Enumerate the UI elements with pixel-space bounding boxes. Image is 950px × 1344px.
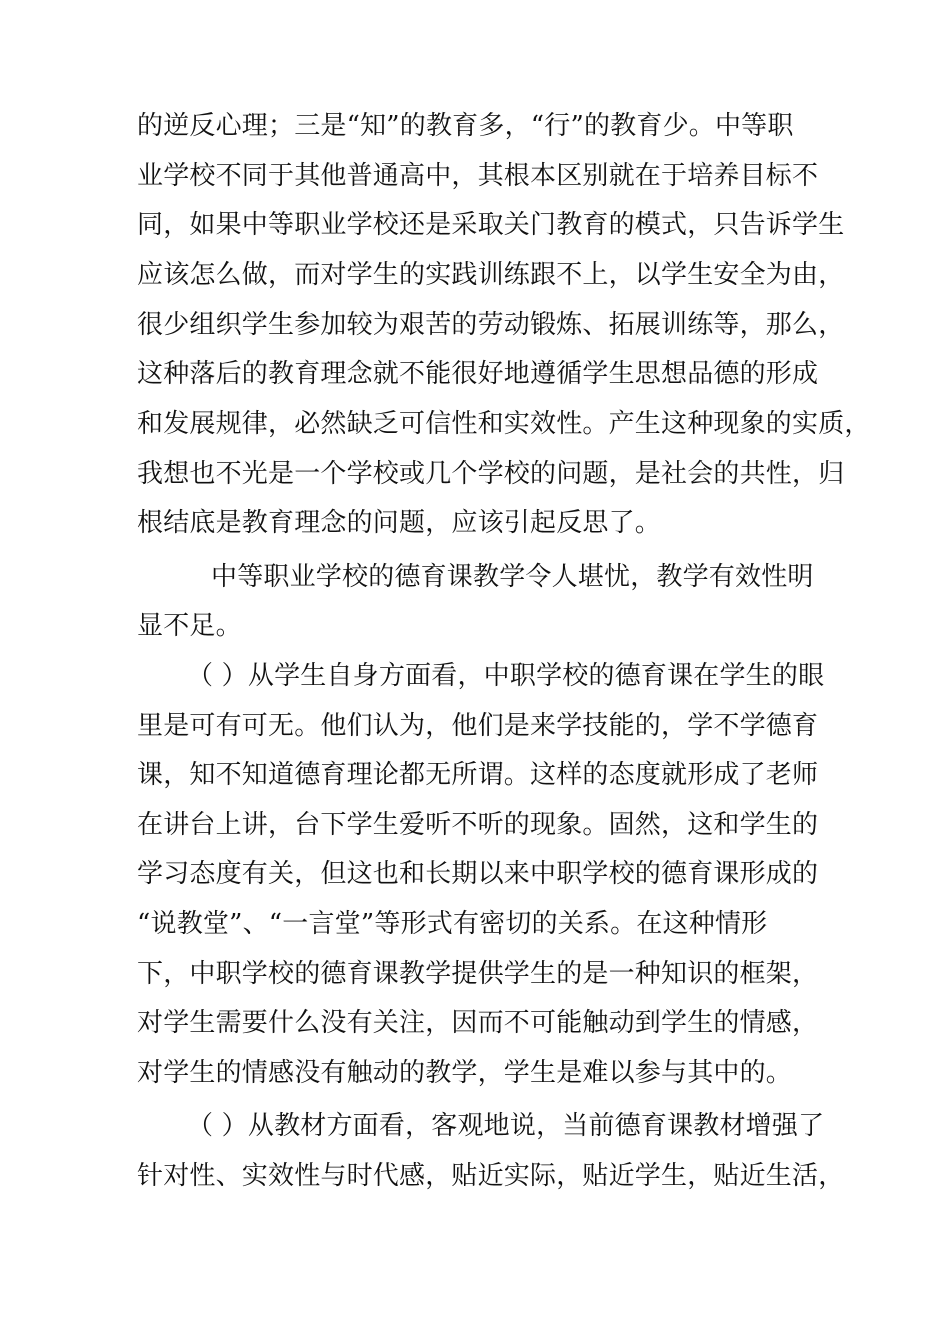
text-line: 我想也不光是一个学校或几个学校的问题，是社会的共性，归 — [137, 459, 845, 489]
text-line: 业学校不同于其他普通高中，其根本区别就在于培养目标不 — [137, 161, 819, 191]
text-line: （ ）从学生自身方面看，中职学校的德育课在学生的眼 — [187, 661, 825, 691]
text-line: 的逆反心理；三是“知”的教育多，“行”的教育少。中等职 — [137, 111, 794, 141]
paragraph-heading-line: 显不足。 — [137, 611, 242, 641]
text-line: 这种落后的教育理念就不能很好地遵循学生思想品德的形成 — [137, 359, 819, 389]
text-line: “说教堂”、“一言堂”等形式有密切的关系。在这种情形 — [137, 909, 768, 939]
text-line: 应该怎么做，而对学生的实践训练跟不上，以学生安全为由， — [137, 260, 845, 290]
text-line: 和发展规律，必然缺乏可信性和实效性。产生这种现象的实质， — [137, 409, 871, 439]
text-line: 针对性、实效性与时代感，贴近实际，贴近学生，贴近生活， — [137, 1161, 845, 1191]
text-line: 同，如果中等职业学校还是采取关门教育的模式，只告诉学生 — [137, 210, 845, 240]
text-line: 里是可有可无。他们认为，他们是来学技能的，学不学德育 — [137, 711, 819, 741]
paragraph-heading-line: 中等职业学校的德育课教学令人堪忧，教学有效性明 — [211, 562, 814, 592]
text-line: 学习态度有关，但这也和长期以来中职学校的德育课形成的 — [137, 859, 819, 889]
text-line: 很少组织学生参加较为艰苦的劳动锻炼、拓展训练等，那么， — [137, 310, 845, 340]
text-line: （ ）从教材方面看，客观地说，当前德育课教材增强了 — [187, 1111, 825, 1141]
text-line: 课，知不知道德育理论都无所谓。这样的态度就形成了老师 — [137, 760, 819, 790]
text-line: 在讲台上讲，台下学生爱听不听的现象。固然，这和学生的 — [137, 810, 819, 840]
text-line: 对学生的情感没有触动的教学，学生是难以参与其中的。 — [137, 1058, 793, 1088]
text-line: 根结底是教育理念的问题，应该引起反思了。 — [137, 508, 662, 538]
text-line: 对学生需要什么没有关注，因而不可能触动到学生的情感， — [137, 1008, 819, 1038]
text-line: 下，中职学校的德育课教学提供学生的是一种知识的框架， — [137, 959, 819, 989]
